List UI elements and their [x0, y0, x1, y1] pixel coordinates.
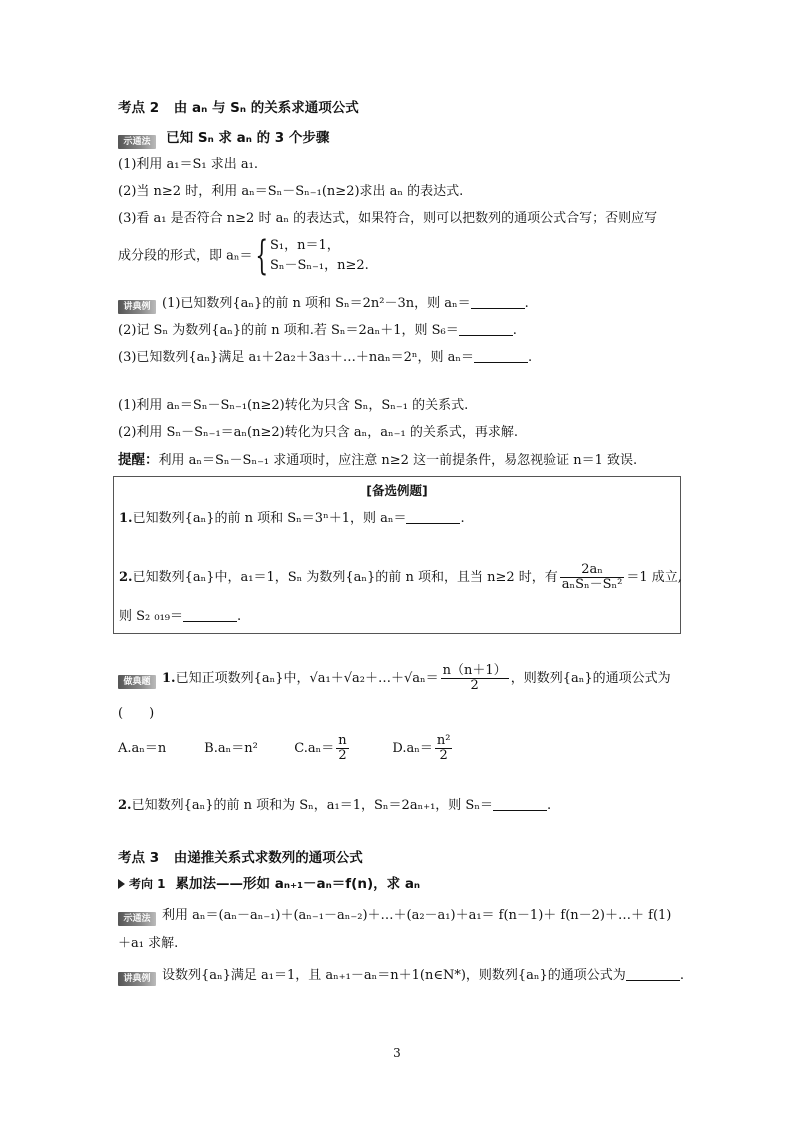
backup-q2-answer	[119, 607, 241, 627]
period: .	[546, 798, 552, 813]
practice-p1	[118, 664, 676, 693]
sqrt-sum: √a₁＋√a₂＋…＋√aₙ＝	[309, 671, 439, 686]
example-q3	[118, 348, 676, 368]
backup-title: [备选例题]	[366, 483, 428, 498]
section-title: 由 aₙ 与 Sₙ 的关系求通项公式	[173, 100, 359, 116]
section3-example-text: 设数列{aₙ}满足 a₁＝1，且 aₙ₊₁－aₙ＝n＋1(n∈N*)，则数列{aₙ}的通项公式为	[162, 968, 626, 983]
method-line-2: ＋a₁ 求解.	[118, 936, 179, 951]
reminder-label: 提醒：	[118, 452, 159, 468]
example-q1	[118, 294, 676, 314]
method-step-2: (2)当 n≥2 时，利用 aₙ＝Sₙ－Sₙ₋₁(n≥2)求出 aₙ 的表达式.	[118, 184, 464, 199]
example-tag: 讲典例	[118, 972, 156, 986]
answer-blank	[471, 296, 525, 309]
backup-q1-number: 1.	[119, 511, 133, 526]
answer-blank	[493, 798, 547, 811]
answer-paren: ( )	[118, 706, 155, 721]
backup-examples-box	[113, 476, 681, 634]
example-q1-text: (1)已知数列{aₙ}的前 n 项和 Sₙ＝2n²－3n，则 aₙ＝	[162, 296, 471, 311]
example-q2	[118, 321, 676, 341]
answer-blank	[459, 323, 513, 336]
option-d-prefix: D.aₙ＝	[392, 741, 433, 756]
note-1: (1)利用 aₙ＝Sₙ－Sₙ₋₁(n≥2)转化为只含 Sₙ，Sₙ₋₁ 的关系式.	[118, 398, 469, 413]
option-c-prefix: C.aₙ＝	[294, 741, 335, 756]
period: .	[512, 323, 517, 338]
case-2: Sₙ－Sₙ₋₁，n≥2.	[269, 258, 369, 273]
backup-q2	[119, 563, 682, 592]
method-header	[118, 128, 676, 149]
page-number: 3	[393, 1046, 401, 1060]
options-row	[118, 734, 676, 763]
practice-p2-number: 2.	[118, 798, 132, 813]
example-q2-text: (2)记 Sₙ 为数列{aₙ}的前 n 项和.若 Sₙ＝2aₙ＋1，则 S₆＝	[118, 323, 459, 338]
backup-q1-text: 已知数列{aₙ}的前 n 项和 Sₙ＝3ⁿ＋1，则 aₙ＝	[132, 511, 407, 526]
method-step-1: (1)利用 a₁＝S₁ 求出 a₁.	[118, 157, 258, 172]
option-c-fraction	[336, 734, 348, 763]
fraction-numerator: 2aₙ	[560, 563, 625, 578]
backup-q1	[119, 509, 465, 529]
practice-tag: 做典题	[118, 675, 156, 689]
backup-q2-text: 已知数列{aₙ}中，a₁＝1，Sₙ 为数列{aₙ}的前 n 项和，且当 n≥2 时，有	[132, 570, 558, 585]
method-title: 已知 Sₙ 求 aₙ 的 3 个步骤	[166, 130, 330, 146]
fraction-denominator: 2	[470, 678, 479, 693]
direction-title: 累加法——形如 aₙ₊₁－aₙ＝f(n)，求 aₙ	[175, 876, 421, 892]
example-q3-text: (3)已知数列{aₙ}满足 a₁＋2a₂＋3a₃＋…＋naₙ＝2ⁿ，则 aₙ＝	[118, 350, 475, 365]
answer-blank	[474, 350, 528, 363]
brace-symbol: {	[254, 233, 268, 279]
answer-blank	[183, 609, 237, 622]
piecewise-formula	[118, 233, 676, 279]
direction-header	[118, 874, 676, 895]
case-1: S₁，n＝1，	[269, 238, 340, 253]
fraction-denominator: aₙSₙ－Sₙ²	[561, 577, 623, 592]
note-2: (2)利用 Sₙ－Sₙ₋₁＝aₙ(n≥2)转化为只含 aₙ，aₙ₋₁ 的关系式，再求解.	[118, 425, 518, 440]
practice-p1-number: 1.	[162, 671, 176, 686]
fraction-numerator: n	[338, 733, 347, 748]
backup-q2-number: 2.	[119, 570, 133, 585]
section-number: 考点 3	[118, 850, 160, 866]
option-d	[392, 733, 454, 763]
answer-blank	[406, 511, 460, 524]
option-d-fraction	[435, 734, 453, 763]
practice-p2-text: 已知数列{aₙ}的前 n 项和为 Sₙ，a₁＝1，Sₙ＝2aₙ₊₁，则 Sₙ＝	[131, 798, 493, 813]
method-tag: 示通法	[118, 135, 156, 149]
direction-label: 考向 1	[129, 877, 166, 891]
backup-q2-text-b: ＝1 成立,	[626, 570, 682, 585]
backup-q2-fraction	[560, 563, 625, 592]
piecewise-cases	[270, 236, 369, 276]
method-step-3: (3)看 a₁ 是否符合 n≥2 时 aₙ 的表达式，如果符合，则可以把数列的通项公式合写；否则应写	[118, 211, 658, 226]
practice-p1-fraction	[441, 664, 509, 693]
option-b: B.aₙ＝n²	[204, 741, 258, 756]
fraction-numerator: n（n＋1）	[442, 663, 507, 678]
fraction-numerator: n²	[436, 733, 451, 748]
section-title: 由递推关系式求数列的通项公式	[173, 850, 363, 866]
triangle-arrow-icon	[118, 879, 125, 889]
practice-p1-text-b: ，则数列{aₙ}的通项公式为	[510, 671, 671, 686]
period: .	[460, 511, 465, 526]
method-line-1	[118, 906, 676, 926]
section-number: 考点 2	[118, 100, 160, 116]
option-c	[294, 734, 388, 763]
period: .	[524, 296, 529, 311]
piecewise-prefix: 成分段的形式，即 aₙ＝	[118, 248, 253, 264]
section3-example	[118, 966, 684, 986]
section-heading	[118, 848, 676, 868]
period: .	[237, 609, 242, 624]
method-text: 利用 aₙ＝(aₙ－aₙ₋₁)＋(aₙ₋₁－aₙ₋₂)＋…＋(a₂－a₁)＋a₁＝ f(n－1)＋ f(n－2)＋…＋ f(1)	[162, 908, 672, 923]
section-heading	[118, 98, 676, 118]
reminder-text: 利用 aₙ＝Sₙ－Sₙ₋₁ 求通项时，应注意 n≥2 这一前提条件，易忽视验证 n＝1 致误.	[158, 453, 638, 468]
option-a: A.aₙ＝n	[118, 741, 167, 756]
reminder	[118, 450, 676, 471]
backup-q2-answer-text: 则 S₂ ₀₁₉＝	[119, 609, 184, 624]
method-tag: 示通法	[118, 912, 156, 926]
fraction-denominator: 2	[338, 748, 347, 763]
period: .	[679, 968, 684, 983]
practice-p1-text: 已知正项数列{aₙ}中，	[175, 671, 310, 686]
example-tag: 讲典例	[118, 300, 156, 314]
practice-p2	[118, 796, 676, 816]
fraction-denominator: 2	[439, 748, 448, 763]
period: .	[528, 350, 533, 365]
answer-blank	[626, 968, 680, 981]
